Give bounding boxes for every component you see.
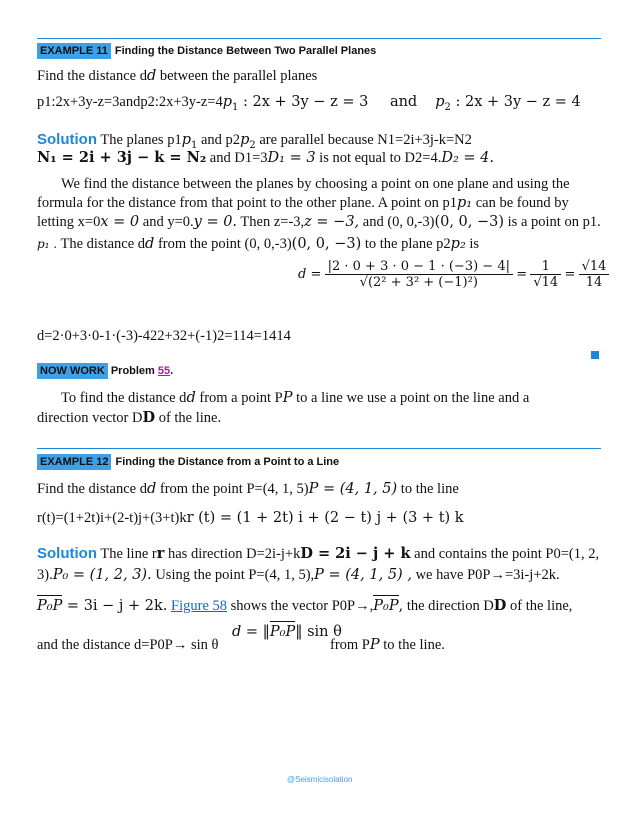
vector-p0p: P₀P <box>37 598 63 614</box>
para4-line-2 <box>37 409 221 427</box>
solution-12-line-3 <box>37 597 572 615</box>
text: to the line. <box>379 637 445 653</box>
equals: = <box>564 267 576 282</box>
text: to the plane p2 <box>361 236 451 252</box>
math: D₂ = 4. <box>441 150 494 166</box>
vector-p0p: P₀P <box>269 624 296 640</box>
text: The planes p1 <box>97 132 182 148</box>
sub: 1 <box>232 101 239 113</box>
math-plane1: : 2x + 3y − z = 3 <box>238 94 369 110</box>
text: The line r <box>97 546 157 562</box>
text: to a line we use a point on the line and a <box>292 390 530 406</box>
solution-12-line-4 <box>37 637 218 654</box>
figure-58-link[interactable]: Figure 58 <box>171 598 228 614</box>
numerator: |2 · 0 + 3 · 0 − 1 · (−3) − 4| <box>325 259 513 275</box>
math: d <box>186 390 196 406</box>
text: and contains the point P0=(1, 2, <box>410 546 600 562</box>
vector-p0p: P₀P <box>373 598 399 614</box>
text: between the parallel planes <box>156 68 318 84</box>
formula-plain-text: d=2·0+3·0-1·(-3)-422+32+(-1)2=114=1414 <box>37 328 291 344</box>
formula-fraction-3 <box>579 259 610 290</box>
sub: 1 <box>191 139 198 151</box>
math: x = 0 <box>100 214 140 230</box>
math: p <box>240 132 250 148</box>
solution-11-line-1 <box>37 131 472 151</box>
para-line-1: We find the distance between the planes by choosing a point on one plane and using the <box>61 176 570 192</box>
text: direction vector D <box>37 410 143 426</box>
math: , <box>398 598 404 614</box>
plain-planes: p1:2x+3y-z=3andp2:2x+3y-z=4 <box>37 94 223 110</box>
now-work-tag: NOW WORK <box>37 363 108 379</box>
distance-point-line-formula <box>232 624 342 641</box>
math: ‖ sin θ <box>295 624 342 640</box>
text: Find the distance d <box>37 481 147 497</box>
problem-55-link[interactable]: 55 <box>157 365 171 377</box>
math: z = −3, <box>304 214 360 230</box>
text: Find the distance d <box>37 68 147 84</box>
text: to the line <box>397 481 459 497</box>
math-line: r (t) = (1 + 2t) i + (2 − t) j + (3 + t) k <box>186 510 464 526</box>
text: and y=0. <box>139 214 194 230</box>
solution-12-line-2 <box>37 567 560 584</box>
para4-line-1 <box>61 390 529 407</box>
text: and (0, 0,-3) <box>359 214 435 230</box>
math: P = (4, 1, 5) <box>308 481 398 497</box>
formula-lhs: d = <box>298 267 322 282</box>
solution-11-line-2 <box>37 149 494 167</box>
text: of the line. <box>155 410 222 426</box>
math: = 3i − j + 2k. <box>62 598 168 614</box>
text: can be found by <box>472 195 569 211</box>
text: 3). <box>37 567 53 583</box>
example-12-label: EXAMPLE 12 <box>37 454 111 470</box>
example-11-title: Finding the Distance Between Two Parallel Planes <box>114 45 377 57</box>
math: y = 0. <box>193 214 238 230</box>
text: of the line, <box>506 598 573 614</box>
denominator: √14 <box>533 275 559 290</box>
and-word: and <box>389 94 418 110</box>
example-11-header <box>37 43 376 59</box>
solution-12-line-1 <box>37 545 599 563</box>
math: r <box>156 545 165 562</box>
end-of-example-square <box>591 351 599 359</box>
footer-watermark: @Seismicisolation <box>287 775 353 784</box>
sub: 2 <box>444 101 451 113</box>
example-11-label: EXAMPLE 11 <box>37 43 111 59</box>
math: (0, 0, −3) <box>434 214 505 230</box>
top-rule <box>37 38 601 39</box>
text: . <box>170 365 174 377</box>
math: p₂ <box>450 236 466 252</box>
text: letting x=0 <box>37 214 101 230</box>
rule-example-12 <box>37 448 601 449</box>
text: To find the distance d <box>61 390 187 406</box>
math: p₁ <box>457 195 473 211</box>
solution-label: Solution <box>37 545 97 562</box>
problem-11-statement <box>37 68 317 85</box>
text: The distance d <box>57 236 146 252</box>
distance-formula <box>298 259 609 290</box>
text: Then z=-3, <box>237 214 305 230</box>
math: (0, 0, −3) <box>291 236 362 252</box>
text: r(t)=(1+2t)i+(2-t)j+(3+t)k <box>37 510 187 526</box>
text: is not equal to D2=4. <box>315 150 442 166</box>
math: D <box>142 409 156 426</box>
math: P <box>282 390 293 406</box>
example-12-title: Finding the Distance from a Point to a Line <box>115 456 340 468</box>
math: D₁ = 3 <box>267 150 316 166</box>
text: has direction D=2i-j+k <box>164 546 301 562</box>
formula-fraction-2 <box>530 259 561 290</box>
para-line-4 <box>37 236 479 253</box>
example-12-header <box>37 454 339 470</box>
math-plane2: : 2x + 3y − z = 4 <box>450 94 581 110</box>
text: we have P0P→=3i-j+2k. <box>411 567 560 583</box>
math: d <box>146 481 157 497</box>
formula-fraction-1 <box>325 259 513 290</box>
para-line-2 <box>37 195 569 212</box>
math-normals: N₁ = 2i + 3j − k = N₂ <box>37 149 207 166</box>
line-equation <box>37 510 464 527</box>
solution-12-line-4-end <box>330 637 445 654</box>
text: and the distance d=P0P→ sin θ <box>37 637 219 653</box>
math: D = 2i − j + k <box>300 545 411 562</box>
text: from the point (0, 0,-3) <box>154 236 292 252</box>
text: and D1=3 <box>206 150 268 166</box>
math: p <box>181 132 191 148</box>
text: are parallel because N1=2i+3j-k=N2 <box>255 132 472 148</box>
text: from a point P <box>195 390 283 406</box>
planes-equation <box>37 94 581 113</box>
text: Using the point P=(4, 1, 5), <box>151 567 315 583</box>
problem-12-statement <box>37 481 459 498</box>
equals: = <box>516 267 528 282</box>
numerator: 1 <box>530 259 561 275</box>
math: P <box>369 637 380 653</box>
math: d = ‖ <box>232 624 270 640</box>
text: and p2 <box>197 132 241 148</box>
text: is a point on p1. <box>504 214 601 230</box>
math: P₀ = (1, 2, 3). <box>52 567 152 583</box>
sub: 2 <box>249 139 256 151</box>
math: d <box>145 236 155 252</box>
now-work <box>37 365 173 377</box>
math-p2: p <box>435 94 445 110</box>
denominator: 14 <box>585 275 603 290</box>
text: from the point P=(4, 1, 5) <box>156 481 309 497</box>
math-p1: p <box>222 94 233 110</box>
denominator: √(2² + 3² + (−1)²) <box>359 275 478 290</box>
math-d: d <box>146 68 157 84</box>
math: D <box>493 597 507 614</box>
text: formula for the distance from that point to the other plane. A point on p1 <box>37 195 458 211</box>
solution-label: Solution <box>37 131 97 148</box>
math: P = (4, 1, 5) , <box>314 567 412 583</box>
text: the direction D <box>403 598 494 614</box>
math: p₁ . <box>37 237 58 251</box>
text: from P <box>330 637 370 653</box>
para-line-3 <box>37 214 601 231</box>
now-work-text: Problem <box>107 365 158 377</box>
text: shows the vector P0P→, <box>227 598 374 614</box>
text: is <box>465 236 480 252</box>
numerator: √14 <box>579 259 610 275</box>
